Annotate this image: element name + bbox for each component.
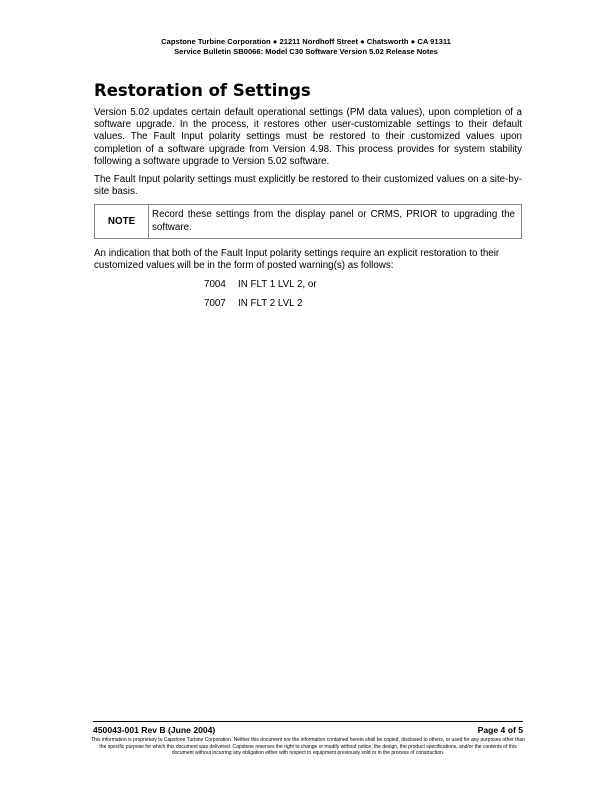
warning-text: IN FLT 1 LVL 2, or: [238, 279, 317, 291]
footer-doc-id: 450043-001 Rev B (June 2004): [93, 725, 216, 735]
note-label: NOTE: [95, 205, 149, 237]
section-title: Restoration of Settings: [94, 81, 311, 100]
warning-list: [204, 279, 522, 310]
warning-code: 7004: [204, 279, 226, 291]
footer-bar: [93, 725, 523, 735]
footer-legal-notice: This information is proprietary to Capstone Turbine Corporation. Neither this document nor the information contained herein shall be copied, disclosed to others, or used for any purposes other than the specific purpose for which this document was delivered. Capstone reserves the right to change or modify without notice, the design, the product specifications, and/or the contents of this document without incurring any obligation either with respect to equipment previously sold or in the process of construction.: [91, 737, 525, 757]
paragraph-fault-input: The Fault Input polarity settings must explicitly be restored to their customized values on a site-by-site basis.: [94, 174, 522, 198]
warning-text: IN FLT 2 LVL 2: [238, 297, 303, 309]
header-company-line: Capstone Turbine Corporation ● 21211 Nordhoff Street ● Chatsworth ● CA 91311: [161, 37, 451, 46]
warning-item: [204, 279, 522, 291]
paragraph-indication: An indication that both of the Fault Input polarity settings require an explicit restoration to their customized values will be in the form of posted warning(s) as follows:: [94, 247, 500, 272]
note-text: Record these settings from the display panel or CRMS, PRIOR to upgrading the software.: [152, 209, 515, 233]
warning-code: 7007: [204, 297, 226, 309]
main-content: [94, 82, 522, 316]
header-bulletin-line: Service Bulletin SB0066: Model C30 Software Version 5.02 Release Notes: [174, 47, 438, 56]
footer-divider: [93, 721, 523, 722]
paragraph-version-updates: Version 5.02 updates certain default operational settings (PM data values), upon completion of a software upgrade. In the process, it restores other user-customizable settings to their default values. The Fault Input polarity settings must be restored to their customized values upon completion of a software upgrade from Version 4.98. This process provides for system stability following a software upgrade to Version 5.02 software.: [94, 107, 522, 167]
footer-page-number: Page 4 of 5: [477, 725, 523, 735]
page-header: [0, 37, 612, 57]
warning-item: [204, 298, 522, 310]
note-box: [94, 204, 522, 238]
